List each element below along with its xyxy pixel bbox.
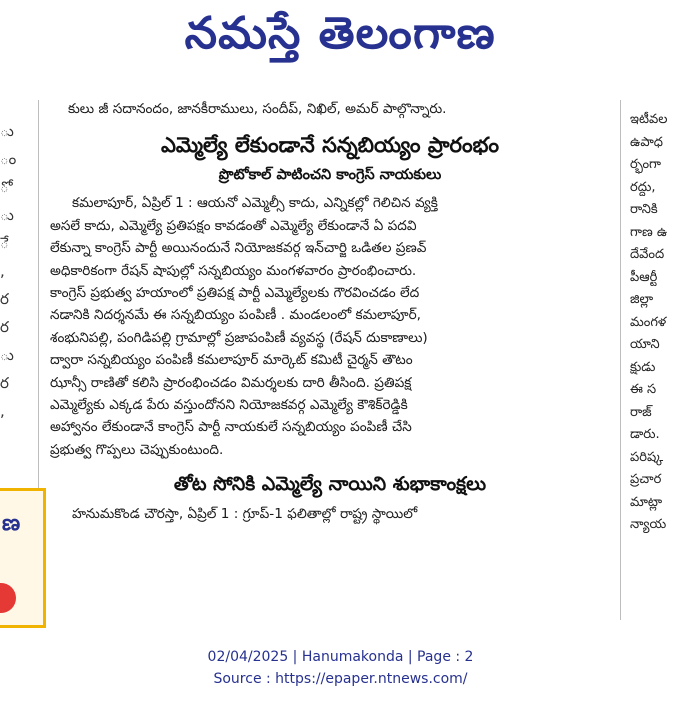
article-headline: ఎమ్మెల్యే లేకుండానే సన్నబియ్యం ప్రారంభం (160, 133, 500, 158)
body-line: అహ్వానం లేకుండానే కాంగ్రెస్ పార్టీ నాయకులే సన్నబియ్యం పంపిణీ చేసి (50, 419, 412, 436)
right-column-line: పీఆర్టీ (630, 269, 658, 285)
body-line: కమలాపూర్, ఏప్రిల్ 1 : ఆయనో ఎమ్మెల్సీ కాదు, ఎన్నికల్లో గెలిచిన వ్యక్తి (72, 195, 438, 212)
right-column-line: డారు. (630, 427, 660, 442)
page-footer (0, 646, 681, 690)
article-column (50, 98, 610, 628)
second-article-body (50, 503, 610, 525)
second-article-headline: తోట సోనికి ఎమ్మెల్యే నాయిని శుభాకాంక్షలు (173, 473, 487, 496)
ad-red-circle (0, 583, 16, 613)
right-column-line: జిల్లా (630, 292, 654, 307)
ad-logo-fragment: ణ (2, 511, 21, 536)
right-column-line: ప్రచార (630, 472, 662, 487)
body-line: ద్వారా సన్నబియ్యం పంపిణీ కమలాపూర్ మార్కెట్ కమిటీ చైర్మన్ తౌటం (50, 352, 413, 369)
right-column-line: గాణ ఉ (630, 224, 668, 240)
body-line: శంభునిపల్లి, పంగిడిపల్లి గ్రామాల్లో ప్రజాపంపిణీ వ్యవస్థ (రేషన్ దుకాణాలు) (50, 329, 428, 346)
right-column-line: యాని (630, 337, 660, 352)
right-column-line: మంగళ (630, 314, 667, 330)
left-column-char: ర (0, 290, 9, 308)
edition-info: 02/04/2025 | Hanumakonda | Page : 2 (207, 649, 474, 665)
masthead (0, 0, 681, 78)
left-column-char: ు (0, 122, 14, 140)
left-column-char: ర (0, 374, 9, 392)
source-url[interactable]: Source : https://epaper.ntnews.com/ (213, 671, 468, 687)
body-line: ఝాన్సీ రాణితో కలిసి ప్రారంభించడం విమర్శలకు దారి తీసింది. ప్రతిపక్ష (50, 374, 412, 391)
article-subhead: ప్రొటోకాల్ పాటించని కాంగ్రెస్ నాయకులు (218, 167, 442, 184)
left-column-char: ం (0, 150, 17, 168)
body-line: ప్రభుత్వ గొప్పలు చెప్పుకుంటుంది. (50, 441, 224, 458)
left-column-char: ు (0, 346, 14, 364)
body-line: లేకున్నా కాంగ్రెస్ పార్టీ అయినందునే నియోజకవర్గ ఇన్‌చార్జి ఒడితల ప్రణవ్ (50, 240, 427, 257)
body-line: కాంగ్రెస్ ప్రభుత్వ హయాంలో ప్రతిపక్ష పార్టీ ఎమ్మెల్యేలకు గౌరవించడం లేద (50, 285, 420, 302)
left-column-char: ర (0, 318, 9, 336)
right-column-line: మాట్లా (630, 494, 663, 510)
body-line: నడానికి నిదర్శనమే ఈ సన్నబియ్యం పంపిణీ . మండలంలో కమలాపూర్, (50, 307, 421, 324)
left-column-char: ే (0, 234, 9, 252)
right-column-line: న్యాయ (630, 517, 667, 532)
article-body (50, 192, 610, 461)
body-line: అధికారికంగా రేషన్ షాపుల్లో సన్నబియ్యం మంగళవారం ప్రారంభించారు. (50, 262, 417, 279)
right-column-line: ఇటీవల (630, 112, 668, 127)
body-line: అసలే కాదు, ఎమ్మెల్యే ప్రతిపక్షం కావడంతో ఎమ్మెల్యే లేకుండానే ఏ పదవి (50, 217, 417, 234)
right-column-line: రద్దు, (630, 179, 656, 195)
right-column-line: పరిష్క (630, 449, 664, 465)
body-line: హనుమకొండ చౌరస్తా, ఏప్రిల్ 1 : గ్రూప్-1 ఫలితాల్లో రాష్ట్ర స్థాయిలో (72, 506, 418, 523)
column-divider-right (620, 100, 621, 620)
right-column-line: ఉపాధ (630, 134, 663, 150)
newspaper-title: నమస్తే తెలంగాణ (184, 8, 497, 59)
left-column-char: , (0, 262, 5, 280)
left-column-char: ో (0, 178, 9, 196)
right-column-line: రానికి (630, 202, 658, 217)
left-column-char: , (0, 402, 5, 420)
body-line: ఎమ్మెల్యేకు ఎక్కడ పేరు వస్తుందోనని నియోజకవర్గ ఎమ్మెల్యే కౌశిక్‌రెడ్డికి (50, 397, 408, 414)
advertisement-fragment (0, 488, 46, 628)
right-column-line: దేవేంద (630, 247, 665, 262)
right-column-fragment (630, 95, 681, 630)
right-column-line: ఈ స (630, 382, 657, 397)
right-column-line: క్షుడు (630, 359, 656, 375)
left-column-char: ు (0, 206, 14, 224)
previous-article-last-line: కులు జీ సదానందం, జానకీరాములు, సందీప్, నిఖిల్, అమర్ పాల్గొన్నారు. (68, 101, 447, 117)
right-column-line: ర్భంగా (630, 157, 662, 172)
right-column-line: రాజ్ (630, 404, 652, 420)
